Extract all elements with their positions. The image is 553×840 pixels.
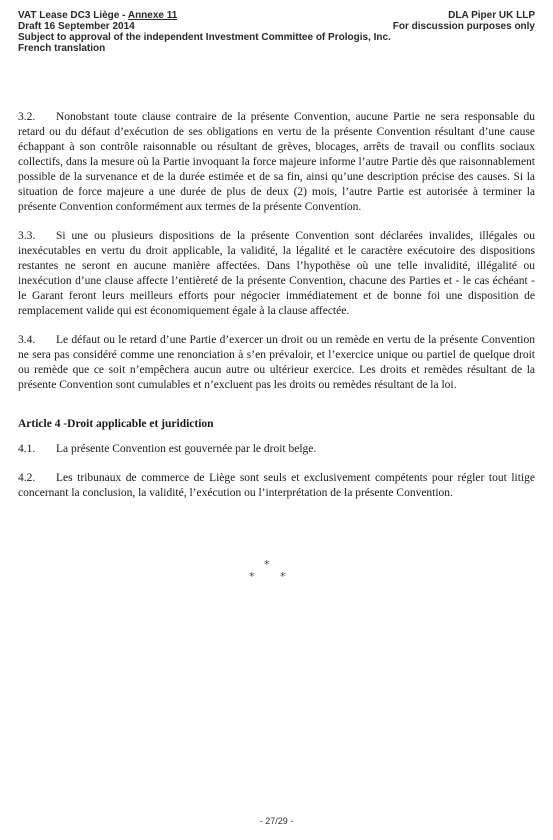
clause-3-4	[18, 333, 535, 393]
clause-number: 4.1.	[18, 443, 36, 455]
clause-4-1	[18, 442, 535, 457]
clause-text: Nonobstant toute clause contraire de la présente Convention, aucune Partie ne sera responsable du retard ou du défaut d’exécution de ses obligations en vertu de la présente Convention résultant d’une cause échappant à son contrôle raisonnable ou résultant de grèves, blocages, arrêts de travail ou conflits sociaux collectifs, dans la mesure où la Partie invoquant la force majeure informe l’autre Partie dès que raisonnablement possible de la survenance et de la durée estimée et de sa fin, ainsi qu’une description précise des causes. Si la situation de force majeure a une durée de plus de deux (2) mois, l’autre Partie est autorisée à terminer la présente Convention conformément aux termes de la présente Convention.	[18, 111, 535, 213]
doc-title	[18, 10, 177, 21]
clause-4-2	[18, 471, 535, 501]
draft-date: Draft 16 September 2014	[18, 21, 135, 32]
clause-text: La présente Convention est gouvernée par le droit belge.	[56, 443, 317, 455]
asterisk-mark: *	[264, 558, 270, 571]
annex-label: Annexe 11	[127, 10, 178, 21]
asterisk-mark: *	[249, 570, 255, 583]
page-header	[18, 10, 535, 54]
firm-name: DLA Piper UK LLP	[448, 10, 535, 21]
clause-number: 3.4.	[18, 334, 36, 346]
article-4-heading: Article 4 -Droit applicable et juridiction	[18, 418, 214, 430]
clause-text: Les tribunaux de commerce de Liège sont seuls et exclusivement compétents pour régler tout litige concernant la conclusion, la validité, l’exécution ou l’interprétation de la présente Convention.	[18, 472, 535, 499]
clause-number: 4.2.	[18, 472, 36, 484]
asterisk-mark: *	[280, 570, 286, 583]
clause-3-2	[18, 110, 535, 215]
document-body	[18, 110, 535, 515]
clause-3-3	[18, 229, 535, 319]
translation-note: French translation	[18, 43, 106, 54]
approval-note: Subject to approval of the independent Investment Committee of Prologis, Inc.	[18, 32, 391, 43]
clause-text: Le défaut ou le retard d’une Partie d’exercer un droit ou un remède en vertu de la présente Convention ne sera pas considéré comme une renonciation à s’en prévaloir, et l’exercice unique ou partiel de quelque droit ou remède que ce soit n’empêchera aucun autre ou ultérieur exercice. Les droits et remèdes résultant de la présente Convention sont cumulables et n’excluent pas les droits ou remèdes résultant de la loi.	[18, 334, 535, 391]
page-number: - 27/29 -	[259, 816, 294, 826]
discussion-note: For discussion purposes only	[392, 21, 535, 32]
clause-number: 3.2.	[18, 111, 36, 123]
doc-title-text: VAT Lease DC3 Liège -	[18, 10, 128, 21]
clause-text: Si une ou plusieurs dispositions de la présente Convention sont déclarées invalides, illégales ou inexécutables en vertu du droit applicable, la validité, la légalité et le caractère exécutoire des dispositions restantes ne seront en aucune manière affectées. Dans l’hypothèse où une telle invalidité, illégalité ou inexécution d’une clause affecte l’entièreté de la présente Convention, chacune des Parties et - le cas échéant - le Garant feront leurs meilleurs efforts pour négocier immédiatement et de bonne foi une disposition de remplacement valide qui est économiquement égale à la clause affectée.	[18, 230, 535, 317]
clause-number: 3.3.	[18, 230, 36, 242]
